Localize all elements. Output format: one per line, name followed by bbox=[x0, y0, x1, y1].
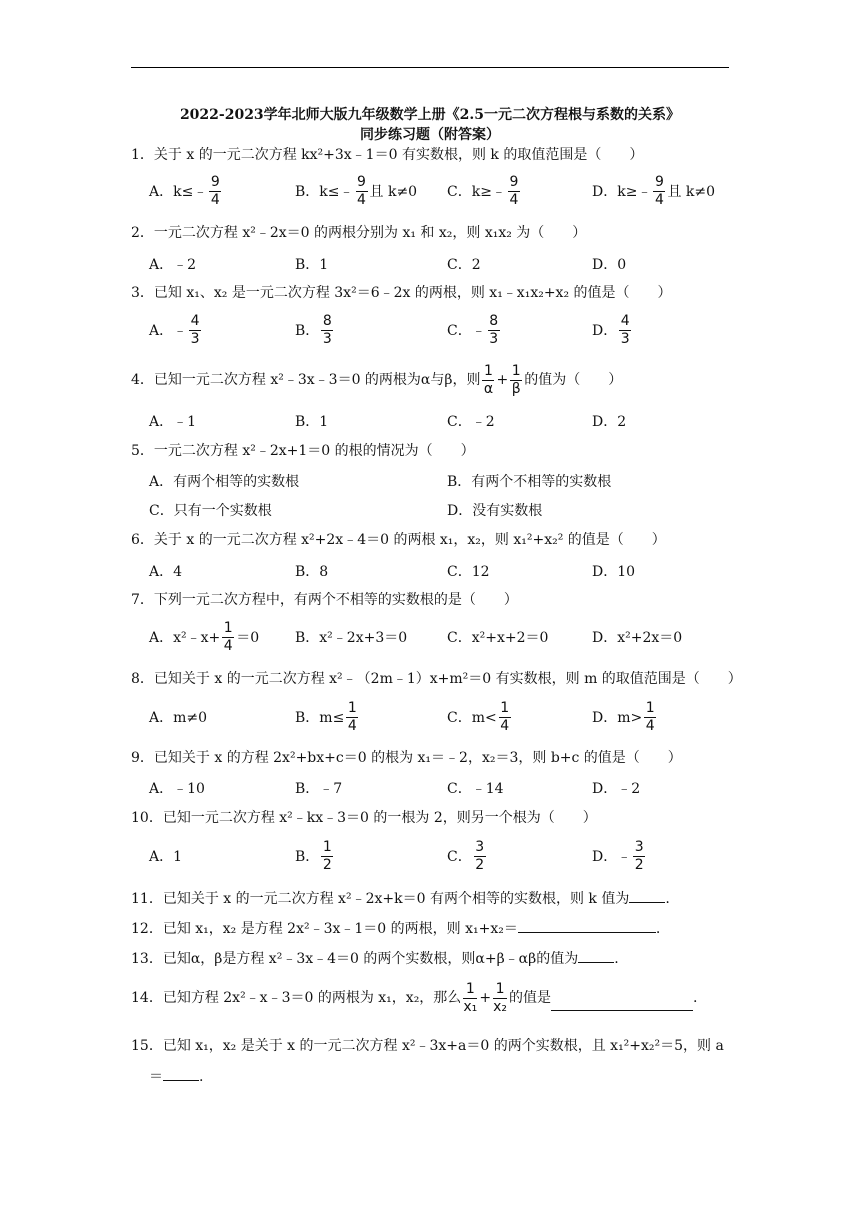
q10-option-d: D．﹣ $\frac{3}{2}$ bbox=[592, 838, 644, 873]
q10-option-a: A．1 bbox=[149, 849, 183, 865]
question-5-options-row2 bbox=[149, 492, 749, 528]
answer-blank[interactable] bbox=[518, 918, 656, 933]
q3-option-c: C．﹣ $\frac{8}{3}$ bbox=[447, 312, 499, 347]
answer-blank[interactable] bbox=[163, 1066, 199, 1081]
q2-option-a: A．﹣2 bbox=[149, 257, 197, 273]
question-1-options bbox=[149, 173, 749, 209]
question-15-stem: 15．已知 x₁，x₂ 是关于 x 的一元二次方程 x²﹣3x+a＝0 的两个实数根，且 x₁²+x₂²＝5，则 a bbox=[131, 1038, 724, 1054]
q6-option-a: A．4 bbox=[149, 564, 183, 580]
q2-option-c: C．2 bbox=[447, 257, 481, 273]
question-3-stem: 3．已知 x₁、x₂ 是一元二次方程 3x²＝6﹣2x 的两根，则 x₁﹣x₁x₂+x₂ 的值是（ ） bbox=[131, 285, 672, 301]
q7-option-b: B．x²﹣2x+3＝0 bbox=[295, 630, 408, 646]
question-9-stem: 9．已知关于 x 的方程 2x²+bx+c＝0 的根为 x₁＝﹣2，x₂＝3，则 b+c 的值是（ ） bbox=[131, 750, 682, 766]
q2-option-d: D．0 bbox=[592, 257, 627, 273]
q9-option-a: A．﹣10 bbox=[149, 781, 205, 797]
question-8-stem: 8．已知关于 x 的一元二次方程 x²﹣（2m﹣1）x+m²＝0 有实数根，则 m 的取值范围是（ ） bbox=[131, 671, 742, 687]
q3-option-d: D． $\frac{4}{3}$ bbox=[592, 312, 630, 347]
header-rule bbox=[131, 67, 729, 68]
question-13-stem: 13．已知α，β是方程 x²﹣3x﹣4＝0 的两个实数根，则α+β﹣αβ的值为 . bbox=[131, 948, 619, 969]
q3-option-a: A．﹣ $\frac{4}{3}$ bbox=[149, 312, 200, 347]
q7-option-a: A．x²﹣x+ $\frac{1}{4}$ ＝0 bbox=[149, 619, 260, 654]
q2-option-b: B．1 bbox=[295, 257, 329, 273]
q1-option-d: D．k≥﹣ $\frac{9}{4}$ 且 k≠0 bbox=[592, 173, 716, 208]
q8-option-a: A．m≠0 bbox=[149, 710, 208, 726]
q1-option-a: A．k≤﹣ $\frac{9}{4}$ bbox=[149, 173, 220, 208]
q8-option-d: D．m> $\frac{1}{4}$ bbox=[592, 699, 655, 734]
q7-option-c: C．x²+x+2＝0 bbox=[447, 630, 549, 646]
question-8-options bbox=[149, 699, 749, 735]
q9-option-c: C．﹣14 bbox=[447, 781, 504, 797]
q6-option-c: C．12 bbox=[447, 564, 490, 580]
question-4-stem: 4．已知一元二次方程 x²﹣3x﹣3＝0 的两根为α与β，则 $\frac{1}{\alpha}$ + $\frac{1}{\beta}$ 的值为（ ） bbox=[131, 362, 623, 397]
q6-option-d: D．10 bbox=[592, 564, 636, 580]
q9-option-d: D．﹣2 bbox=[592, 781, 641, 797]
q4-option-c: C．﹣2 bbox=[447, 414, 495, 430]
question-5-stem: 5．一元二次方程 x²﹣2x+1＝0 的根的情况为（ ） bbox=[131, 443, 475, 459]
q8-option-c: C．m< $\frac{1}{4}$ bbox=[447, 699, 510, 734]
question-10-stem: 10．已知一元二次方程 x²﹣kx﹣3＝0 的一根为 2，则另一个根为（ ） bbox=[131, 810, 597, 826]
q4-option-d: D．2 bbox=[592, 414, 627, 430]
answer-blank[interactable] bbox=[629, 888, 665, 903]
question-1-stem: 1．关于 x 的一元二次方程 kx²+3x﹣1＝0 有实数根，则 k 的取值范围是（ ） bbox=[131, 147, 644, 163]
q9-option-b: B．﹣7 bbox=[295, 781, 343, 797]
question-15-line2: ＝ . bbox=[149, 1066, 203, 1086]
question-11-stem: 11．已知关于 x 的一元二次方程 x²﹣2x+k＝0 有两个相等的实数根，则 k 值为 . bbox=[131, 888, 670, 909]
question-10-options bbox=[149, 838, 749, 874]
q4-option-a: A．﹣1 bbox=[149, 414, 197, 430]
question-4-options bbox=[149, 403, 749, 439]
q5-option-d: D．没有实数根 bbox=[447, 503, 543, 519]
q8-option-b: B．m≤ $\frac{1}{4}$ bbox=[295, 699, 357, 734]
q6-option-b: B．8 bbox=[295, 564, 329, 580]
doc-subtitle: 同步练习题（附答案） bbox=[360, 127, 500, 143]
q5-option-b: B．有两个不相等的实数根 bbox=[447, 474, 612, 490]
question-7-stem: 7．下列一元二次方程中，有两个不相等的实数根的是（ ） bbox=[131, 592, 518, 608]
question-6-options bbox=[149, 553, 749, 589]
question-14-stem: 14．已知方程 2x²﹣x﹣3＝0 的两根为 x₁，x₂，那么 $\frac{1}{\text{x₁}}$ + $\frac{1}{\text{x₂}}$ 的值是 . bbox=[131, 980, 698, 1015]
q7-option-d: D．x²+2x＝0 bbox=[592, 630, 683, 646]
question-2-options bbox=[149, 246, 749, 282]
q1-option-b: B．k≤﹣ $\frac{9}{4}$ 且 k≠0 bbox=[295, 173, 418, 208]
q10-option-c: C． $\frac{3}{2}$ bbox=[447, 838, 485, 873]
question-12-stem: 12．已知 x₁，x₂ 是方程 2x²﹣3x﹣1＝0 的两根，则 x₁+x₂＝ . bbox=[131, 918, 660, 939]
question-9-options bbox=[149, 770, 749, 806]
q3-option-b: B． $\frac{8}{3}$ bbox=[295, 312, 332, 347]
q5-option-a: A．有两个相等的实数根 bbox=[149, 474, 300, 490]
q4-option-b: B．1 bbox=[295, 414, 329, 430]
answer-blank[interactable] bbox=[551, 996, 693, 1011]
question-6-stem: 6．关于 x 的一元二次方程 x²+2x﹣4＝0 的两根 x₁，x₂，则 x₁²+x₂² 的值是（ ） bbox=[131, 532, 666, 548]
doc-title: 2022-2023学年北师大版九年级数学上册《2.5一元二次方程根与系数的关系》 bbox=[179, 107, 681, 123]
q10-option-b: B． $\frac{1}{2}$ bbox=[295, 838, 332, 873]
q5-option-c: C．只有一个实数根 bbox=[149, 503, 272, 519]
question-3-options bbox=[149, 312, 749, 348]
question-7-options bbox=[149, 619, 749, 655]
question-2-stem: 2．一元二次方程 x²﹣2x＝0 的两根分别为 x₁ 和 x₂，则 x₁x₂ 为（ ） bbox=[131, 225, 587, 241]
answer-blank[interactable] bbox=[578, 948, 614, 963]
q1-option-c: C．k≥﹣ $\frac{9}{4}$ bbox=[447, 173, 519, 208]
